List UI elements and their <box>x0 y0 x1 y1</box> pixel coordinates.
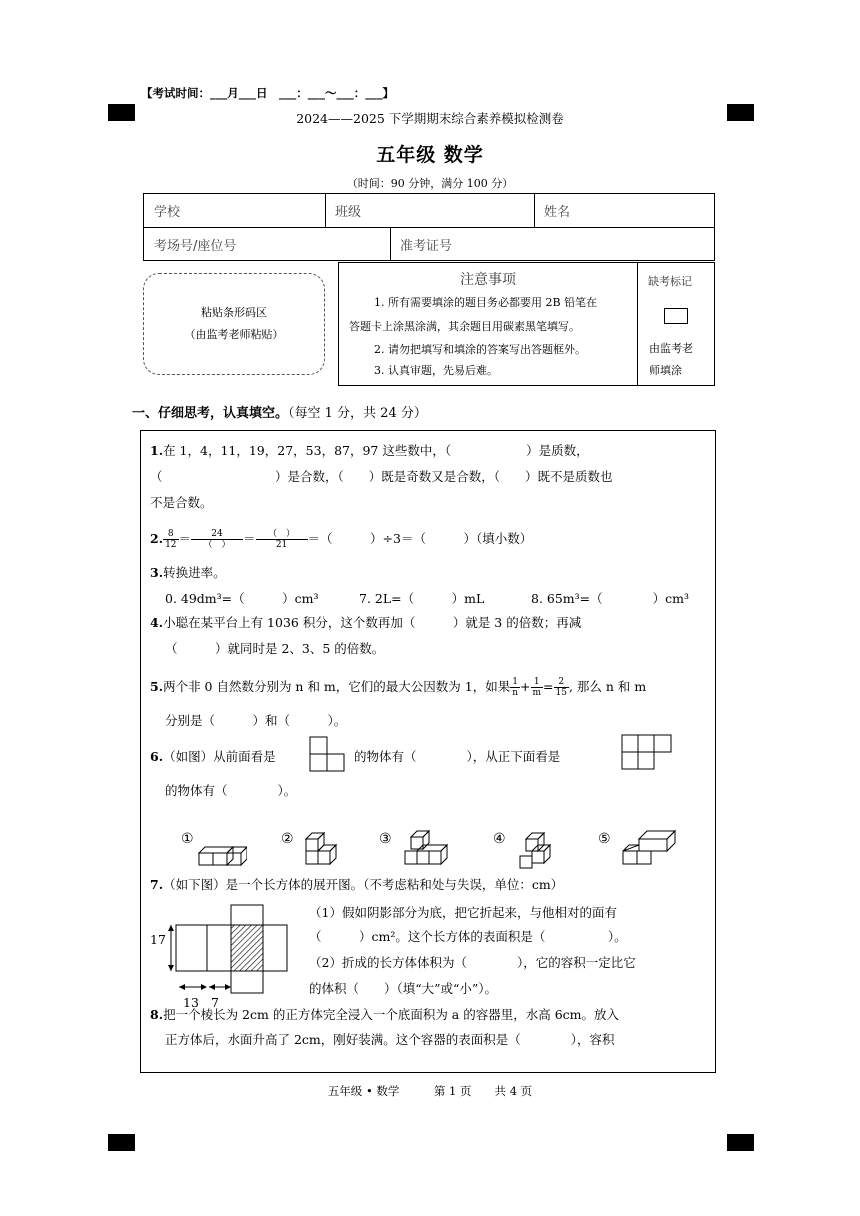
absent-mark-title: 缺考标记 <box>648 275 692 288</box>
exam-time-line: 【考试时间：___月___日 ___：___～___：___】 <box>141 86 394 100</box>
ticket-number-field[interactable]: 准考证号 <box>400 239 453 254</box>
question-1-line-1 <box>150 442 589 460</box>
fraction: $\frac{2}{15}$ <box>555 677 567 698</box>
table-divider <box>390 228 391 261</box>
net-dimension-height: 17 <box>150 932 166 947</box>
question-4-text: 小聪在某平台上有 1036 积分，这个数再加（ ）就是 3 的倍数；再减 <box>163 615 582 630</box>
exam-subtitle: 2024——2025 下学期期末综合素养模拟检测卷 <box>296 111 564 126</box>
question-1-text: 在 1，4，11，19，27，53，87，97 这些数中，（ ）是质数， <box>163 443 589 458</box>
question-3-title <box>150 564 226 582</box>
figure-label-3: ③ <box>379 831 392 847</box>
solid-figure-3 <box>403 829 455 867</box>
fraction: $\frac{( )}{21}$ <box>256 529 308 550</box>
absent-mark-note-1: 由监考老 <box>649 342 693 355</box>
question-6-line-2: 的物体有（ ）。 <box>165 783 297 798</box>
registration-mark-bottom-left <box>108 1134 135 1151</box>
absent-mark-note-2: 师填涂 <box>649 364 682 377</box>
question-2-number: 2. <box>150 531 164 546</box>
student-info-table <box>143 193 715 261</box>
question-5-text: 两个非 0 自然数分别为 n 和 m，它们的最大公因数为 1，如果 <box>163 679 511 694</box>
question-6-text: （如图）从前面看是 <box>163 749 276 764</box>
question-3-part-b: 7. 2L=（ ）mL <box>359 591 485 606</box>
question-8-line-1 <box>150 1006 619 1024</box>
front-view-figure <box>309 736 345 772</box>
solid-figure-5 <box>621 829 677 867</box>
question-7-text: （如下图）是一个长方体的展开图。（不考虑粘和处与失误，单位：cm） <box>163 877 564 892</box>
question-4-line-1 <box>150 614 581 632</box>
figure-label-1: ① <box>181 831 194 847</box>
question-7-number: 7. <box>150 877 164 892</box>
name-field[interactable]: 姓名 <box>544 205 571 220</box>
fraction: $\frac{8}{12}$ <box>165 529 177 550</box>
question-7-title <box>150 876 563 894</box>
question-6-number: 6. <box>150 749 164 764</box>
bottom-view-figure <box>621 734 673 770</box>
fraction: $\frac{24}{( )}$ <box>191 529 243 550</box>
notice-line-4: 3. 认真审题，先易后难。 <box>374 364 498 377</box>
question-6-line-1 <box>150 748 276 766</box>
question-4-line-2: （ ）就同时是 2、3、5 的倍数。 <box>165 641 385 656</box>
question-3-part-a: 0. 49dm³=（ ）cm³ <box>165 591 319 606</box>
question-7-line-2: （ ）cm²。这个长方体的表面积是（ ）。 <box>309 929 627 944</box>
barcode-area <box>143 273 325 375</box>
question-3-number: 3. <box>150 565 164 580</box>
table-divider <box>325 194 326 227</box>
net-dimension-b: 7 <box>211 995 219 1010</box>
question-1-line-2: （ ）是合数，（ ）既是奇数又是合数，（ ）既不是质数也 <box>150 469 613 484</box>
question-6-line-1b: 的物体有（ ），从正下面看是 <box>354 749 561 764</box>
question-box <box>140 430 716 1073</box>
time-info: （时间：90 分钟，满分 100 分） <box>346 177 514 190</box>
question-1-number: 1. <box>150 443 164 458</box>
table-divider <box>534 194 535 227</box>
cuboid-net-figure <box>145 901 295 1001</box>
section-1-title: 一、仔细思考，认真填空。 <box>132 406 289 421</box>
question-7-line-3: （2）折成的长方体体积为（ ），它的容积一定比它 <box>309 955 636 970</box>
school-field[interactable]: 学校 <box>154 205 181 220</box>
question-5-line-1: 5.两个非 0 自然数分别为 n 和 m，它们的最大公因数为 1，如果 $\frac{1}{n}$ + $\frac{1}{m}$ = $\frac{2}{15}$ , 那么 n 和 m <box>150 677 647 698</box>
page-footer: 五年级 • 数学 第 1 页 共 4 页 <box>327 1084 533 1098</box>
question-3-part-c: 8. 65m³=（ ）cm³ <box>531 591 690 606</box>
registration-mark-bottom-right <box>727 1134 754 1151</box>
barcode-label: 粘贴条形码区 <box>201 306 267 319</box>
notice-title: 注意事项 <box>460 272 516 288</box>
barcode-note: （由监考老师粘贴） <box>184 328 284 341</box>
class-field[interactable]: 班级 <box>335 205 362 220</box>
figure-label-5: ⑤ <box>598 831 611 847</box>
question-5-text-end: , 那么 n 和 m <box>568 679 647 694</box>
question-5-number: 5. <box>150 679 164 694</box>
question-4-number: 4. <box>150 615 164 630</box>
solid-figure-4 <box>518 831 558 871</box>
question-8-text: 把一个棱长为 2cm 的正方体完全浸入一个底面积为 a 的容器里，水高 6cm。放入 <box>163 1007 619 1022</box>
question-8-number: 8. <box>150 1007 164 1022</box>
section-1-note: （每空 1 分，共 24 分） <box>288 406 427 421</box>
notice-box <box>338 262 715 386</box>
figure-label-4: ④ <box>493 831 506 847</box>
solid-figure-2 <box>304 829 344 867</box>
page-title: 五年级 数学 <box>376 144 484 166</box>
figure-label-2: ② <box>281 831 294 847</box>
section-1-heading <box>132 402 427 421</box>
question-3-text: 转换进率。 <box>163 565 226 580</box>
absent-mark-checkbox[interactable] <box>664 308 688 324</box>
fraction: $\frac{1}{m}$ <box>532 677 542 698</box>
question-1-line-3: 不是合数。 <box>150 495 213 510</box>
net-dimension-a: 13 <box>183 995 199 1010</box>
notice-line-2: 答题卡上涂黑涂满，其余题目用碳素黑笔填写。 <box>349 320 580 333</box>
exam-room-field[interactable]: 考场号/座位号 <box>154 239 237 254</box>
notice-line-3: 2. 请勿把填写和填涂的答案写出答题框外。 <box>374 343 586 356</box>
question-2-text: ＝（ ）÷3＝（ ）（填小数） <box>307 531 533 546</box>
question-5-line-2: 分别是（ ）和（ ）。 <box>165 713 347 728</box>
notice-divider <box>637 263 638 385</box>
question-8-line-2: 正方体后，水面升高了 2cm，刚好装满。这个容器的表面积是（ ），容积 <box>165 1032 615 1047</box>
question-7-line-4: 的体积（ ）（填“大”或“小”）。 <box>309 981 498 996</box>
notice-line-1: 1. 所有需要填涂的题目务必都要用 2B 铅笔在 <box>374 296 598 309</box>
question-2: 2. $\frac{8}{12}$ ＝ $\frac{24}{( )}$ ＝ $\frac{( )}{21}$ ＝（ ）÷3＝（ ）（填小数） <box>150 529 533 550</box>
fraction: $\frac{1}{n}$ <box>512 677 519 698</box>
solid-figure-1 <box>197 839 247 867</box>
question-7-line-1: （1）假如阴影部分为底，把它折起来，与他相对的面有 <box>309 905 617 920</box>
